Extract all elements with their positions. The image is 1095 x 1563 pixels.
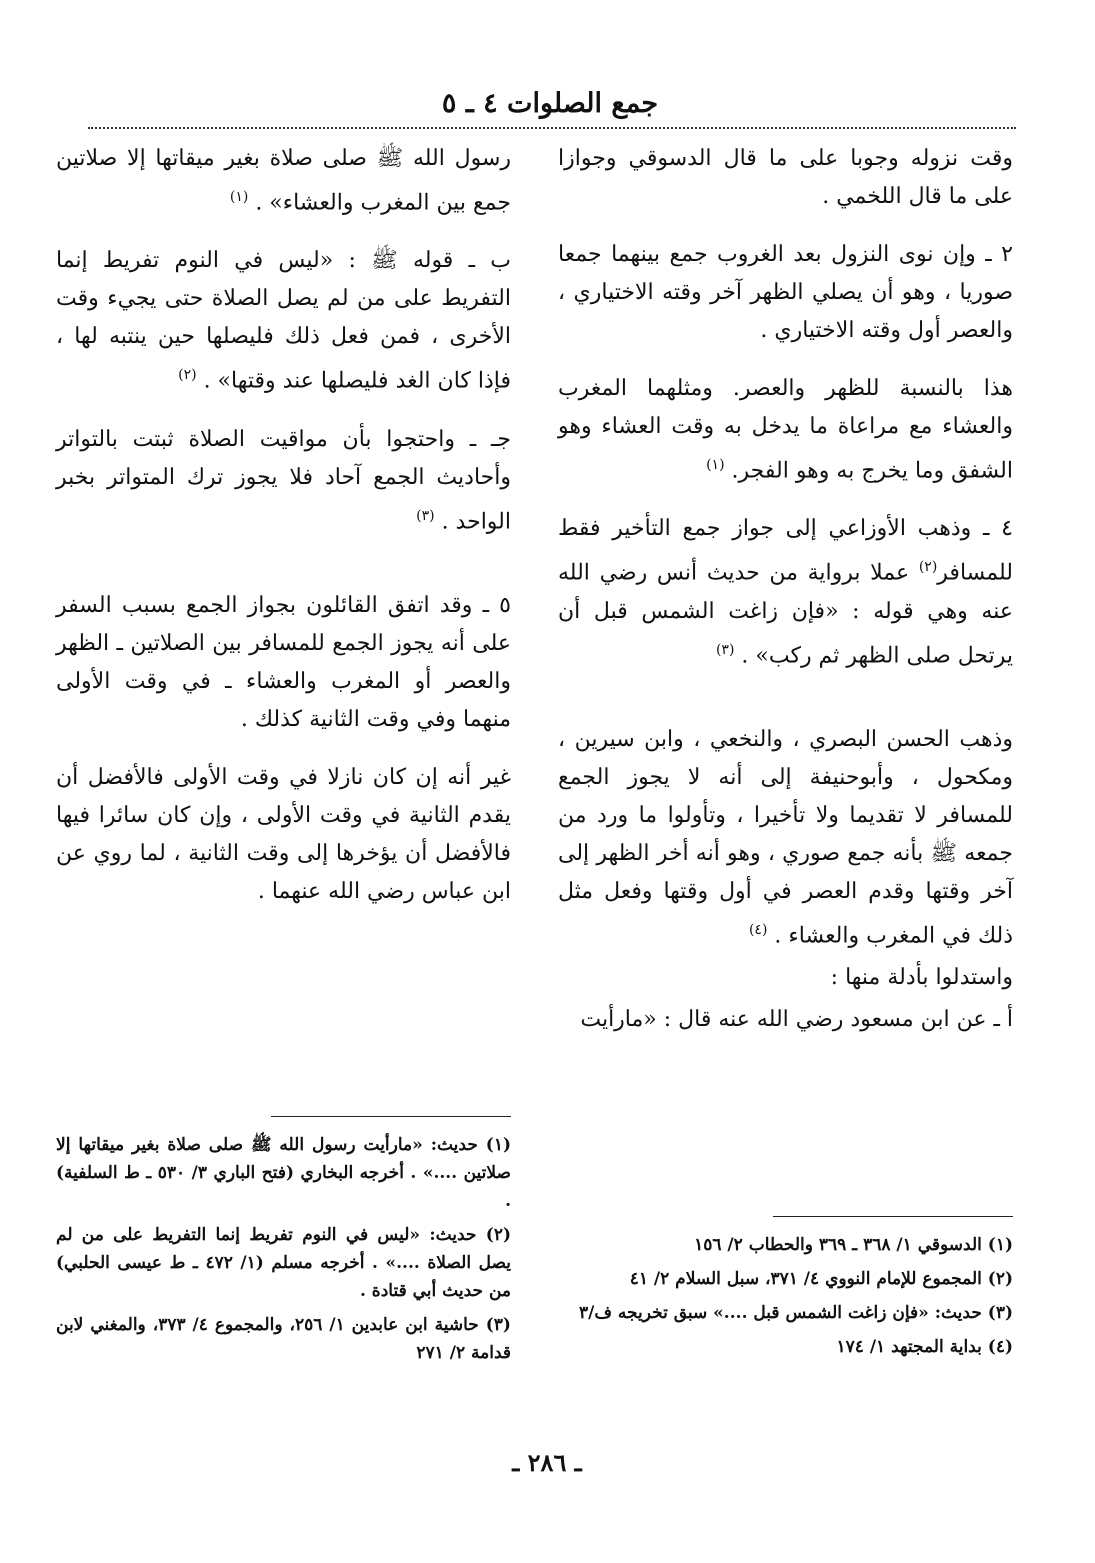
paragraph: ب ـ قوله ﷺ : «ليس في النوم تفريط إنما التفريط على من لم يصل الصلاة حتى يجيء وقت الأخرى ، فمن فعل ذلك فليصلها حين ينتبه لها ، فإذا كان الغد فليصلها عند وقتها» . $^{(٢)}$ [56, 248, 511, 394]
paragraph: ٤ ـ وذهب الأوزاعي إلى جواز جمع التأخير فقط للمسافر$^{(٢)}$ عملا برواية من حديث أنس رضي الله عنه وهي قوله : «فإن زاغت الشمس قبل أن يرتحل صلى الظهر ثم ركب» . $^{(٣)}$ [558, 516, 1013, 668]
footnote-ref: (٣) [715, 641, 735, 658]
paragraph: وقت نزوله وجوبا على ما قال الدسوقي وجوازا على ما قال اللخمي . [558, 146, 1013, 209]
paragraph: جـ ـ واحتجوا بأن مواقيت الصلاة ثبتت بالتواتر وأحاديث الجمع آحاد فلا يجوز ترك المتواتر بخبر الواحد . $^{(٣)}$ [56, 426, 511, 534]
footnote: (٢) المجموع للإمام النووي ٤/ ٣٧١، سبل السلام ٢/ ٤١ [629, 1269, 1013, 1289]
footnotes-right [558, 1216, 1013, 1367]
footnote-divider [271, 1116, 511, 1117]
footnote-ref: (٣) [416, 507, 435, 524]
left-column [56, 140, 511, 931]
page-number: ـ ٢٨٦ ـ [512, 1448, 582, 1477]
footnote-ref: (٢) [918, 559, 938, 576]
footnotes-left [56, 1116, 511, 1373]
paragraph: أ ـ عن ابن مسعود رضي الله عنه قال : «مارأيت [580, 1007, 1013, 1033]
footnote-ref: (٤) [748, 921, 768, 938]
paragraph: واستدلوا بأدلة منها : [830, 965, 1013, 991]
paragraph: وذهب الحسن البصري ، والنخعي ، وابن سيرين ، ومكحول ، وأبوحنيفة إلى أنه لا يجوز الجمع للمسافر لا تقديما ولا تأخيرا ، وتأولوا ما ورد من جمعه ﷺ بأنه جمع صوري ، وهو أنه أخر الظهر إلى آخر وقتها وقدم العصر في أول وقتها وفعل مثل ذلك في المغرب والعشاء . $^{(٤)}$ [558, 726, 1013, 949]
paragraph: ٢ ـ وإن نوى النزول بعد الغروب جمع بينهما جمعا صوريا ، وهو أن يصلي الظهر آخر وقته الاختياري ، والعصر أول وقته الاختياري . [558, 242, 1013, 343]
paragraph: غير أنه إن كان نازلا في وقت الأولى فالأفضل أن يقدم الثانية في وقت الأولى ، وإن كان سائرا فيها فالأفضل أن يؤخرها إلى وقت الثانية ، لما روي عن ابن عباس رضي الله عنهما . [56, 764, 511, 904]
footnote: (٣) حاشية ابن عابدين ١/ ٢٥٦، والمجموع ٤/ ٣٧٣، والمغني لابن قدامة ٢/ ٢٧١ [56, 1315, 511, 1363]
footnote: (١) الدسوقي ١/ ٣٦٨ ـ ٣٦٩ والحطاب ٢/ ١٥٦ [694, 1235, 1013, 1255]
footnote: (٢) حديث: «ليس في النوم تفريط إنما التفريط على من لم يصل الصلاة ....» . أخرجه مسلم (١/ ٤٧٢ ـ ط عيسى الحلبي) من حديث أبي قتادة . [56, 1225, 511, 1301]
right-column [558, 140, 1013, 1043]
footnote-ref: (١) [229, 189, 249, 205]
paragraph: هذا بالنسبة للظهر والعصر. ومثلهما المغرب والعشاء مع مراعاة ما يدخل به وقت العشاء وهو الشفق وما يخرج به وهو الفجر. $^{(١)}$ [558, 376, 1013, 484]
paragraph: رسول الله ﷺ صلى صلاة بغير ميقاتها إلا صلاتين جمع بين المغرب والعشاء» . $^{(١)}$ [56, 146, 511, 216]
paragraph: ٥ ـ وقد اتفق القائلون بجواز الجمع بسبب السفر على أنه يجوز الجمع للمسافر بين الصلاتين ـ الظهر والعصر أو المغرب والعشاء ـ في وقت الأولى منهما وفي وقت الثانية كذلك . [56, 592, 511, 732]
footnote: (٣) حديث: «فإن زاغت الشمس قبل ....» سبق تخريجه ف/٣ [579, 1303, 1013, 1323]
footnote-ref: (١) [706, 457, 725, 473]
footnote: (٤) بداية المجتهد ١/ ١٧٤ [836, 1337, 1013, 1357]
page-title: جمع الصلوات ٤ ـ ٥ [441, 88, 659, 119]
footnote-divider [773, 1216, 1013, 1217]
footnote-ref: (٢) [178, 367, 197, 384]
footnote: (١) حديث: «مارأيت رسول الله ﷺ صلى صلاة بغير ميقاتها إلا صلاتين ....» . أخرجه البخاري (فتح الباري ٣/ ٥٣٠ ـ ط السلفية) . [56, 1135, 511, 1211]
header-divider [88, 127, 1016, 129]
